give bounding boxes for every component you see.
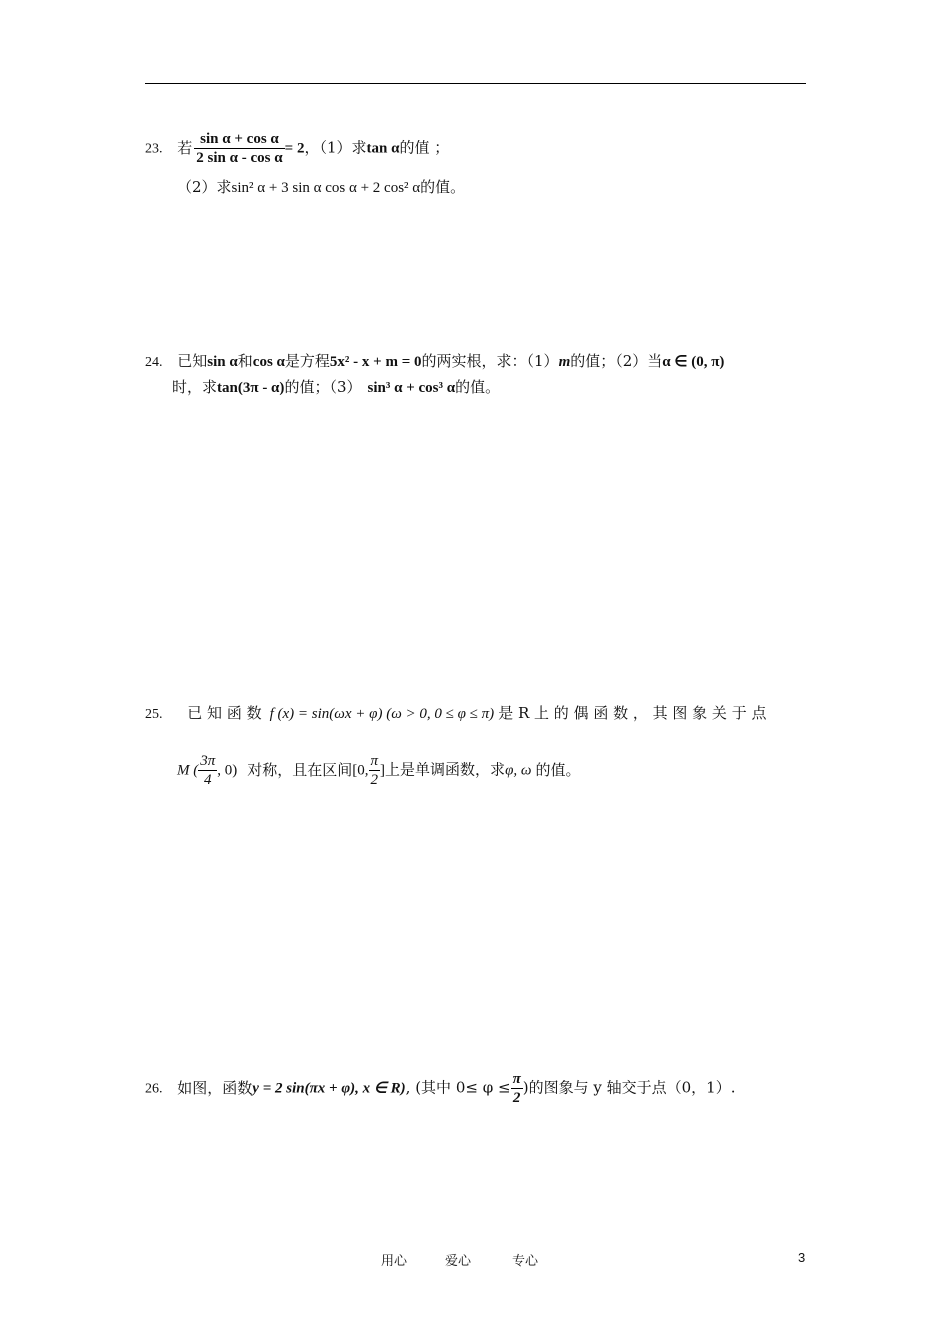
part-1-label: （1）求: [319, 138, 367, 157]
header-rule: [145, 83, 806, 84]
question-text: 时，求: [172, 378, 218, 396]
question-number: 24.: [145, 355, 163, 370]
question-text: 的值。: [455, 378, 501, 396]
question-24: [145, 350, 724, 371]
question-text: 是 R 上 的 偶 函 数 ， 其 图 象 关 于 点: [498, 704, 767, 722]
math-equation: 5x² - x + m = 0: [329, 354, 422, 370]
footer-middle: 爱心: [445, 1254, 472, 1269]
question-text: 和: [237, 352, 253, 370]
equals: = 2: [284, 140, 305, 157]
fraction: [194, 130, 284, 167]
math-m: m: [558, 354, 571, 370]
math-function: f (x) = sin(ωx + φ) (ω > 0, 0 ≤ φ ≤ π): [269, 706, 495, 722]
question-26: [145, 1070, 735, 1107]
question-text: 已知: [177, 352, 208, 370]
question-text: 若: [177, 138, 193, 157]
math-tan: tan(3π - α): [217, 380, 285, 396]
question-text: 的值。: [535, 760, 581, 779]
question-text: 已 知 函 数: [187, 704, 262, 722]
question-number: 26.: [145, 1081, 163, 1097]
question-text: 上是单调函数，求: [385, 760, 506, 779]
fraction-denominator: 2: [370, 772, 379, 788]
math-condition: α ∈ (0, π): [662, 354, 725, 370]
page-number: 3: [798, 1250, 806, 1265]
math-point-end: , 0): [217, 762, 238, 779]
math-cos: cos α: [252, 354, 285, 370]
math-variables: φ, ω: [505, 762, 532, 779]
fraction: [511, 1070, 523, 1107]
question-text: 如图，函数: [177, 1078, 253, 1097]
math-cube-sum: sin³ α + cos³ α: [367, 380, 456, 396]
fraction: [369, 752, 381, 789]
fraction-numerator: sin α + cos α: [194, 130, 284, 149]
footer-left: 用心: [381, 1254, 408, 1269]
fraction-numerator: 3π: [200, 753, 216, 769]
math-function: y = 2 sin(πx + φ), x ∈ R): [252, 1080, 406, 1097]
math-expression: sin² α + 3 sin α cos α + 2 cos² α: [231, 180, 421, 196]
question-text: 对称，且在区间: [247, 760, 353, 779]
fraction-numerator: π: [370, 753, 379, 769]
part-2-end: 的值。: [420, 178, 466, 196]
question-text: , (其中 0≤ φ ≤: [405, 1078, 511, 1097]
footer-right: 专心: [512, 1254, 539, 1269]
question-25-line-2: [177, 752, 580, 789]
question-number: 25.: [145, 707, 163, 722]
question-text: 是方程: [284, 352, 330, 370]
question-text: )的图象与 y 轴交于点（0，1）.: [522, 1078, 736, 1097]
question-24-line-2: [172, 376, 500, 397]
question-text: 的值；（2）当: [570, 352, 663, 370]
fraction-denominator: 2 sin α - cos α: [196, 150, 283, 166]
fraction: [198, 752, 217, 789]
part-2-label: （2）求: [177, 178, 232, 196]
question-25: [145, 702, 766, 723]
math-tan: tan α: [366, 140, 400, 157]
comma: ，: [304, 138, 320, 157]
question-text: 的值；（3）: [284, 378, 362, 396]
math-sin: sin α: [207, 354, 238, 370]
fraction-denominator: 2: [512, 1090, 521, 1106]
fraction-denominator: 4: [204, 772, 212, 788]
fraction-numerator: π: [512, 1071, 521, 1087]
question-number: 23.: [145, 141, 163, 157]
math-point-label: M (: [177, 762, 199, 779]
part-1-end: 的值 ；: [399, 138, 450, 157]
question-text: 的两实根，求：（1）: [421, 352, 559, 370]
math-interval-end: ]: [380, 762, 386, 779]
question-23: [145, 130, 449, 167]
question-23-part-2: [177, 176, 465, 197]
math-interval-start: [0,: [352, 762, 369, 779]
